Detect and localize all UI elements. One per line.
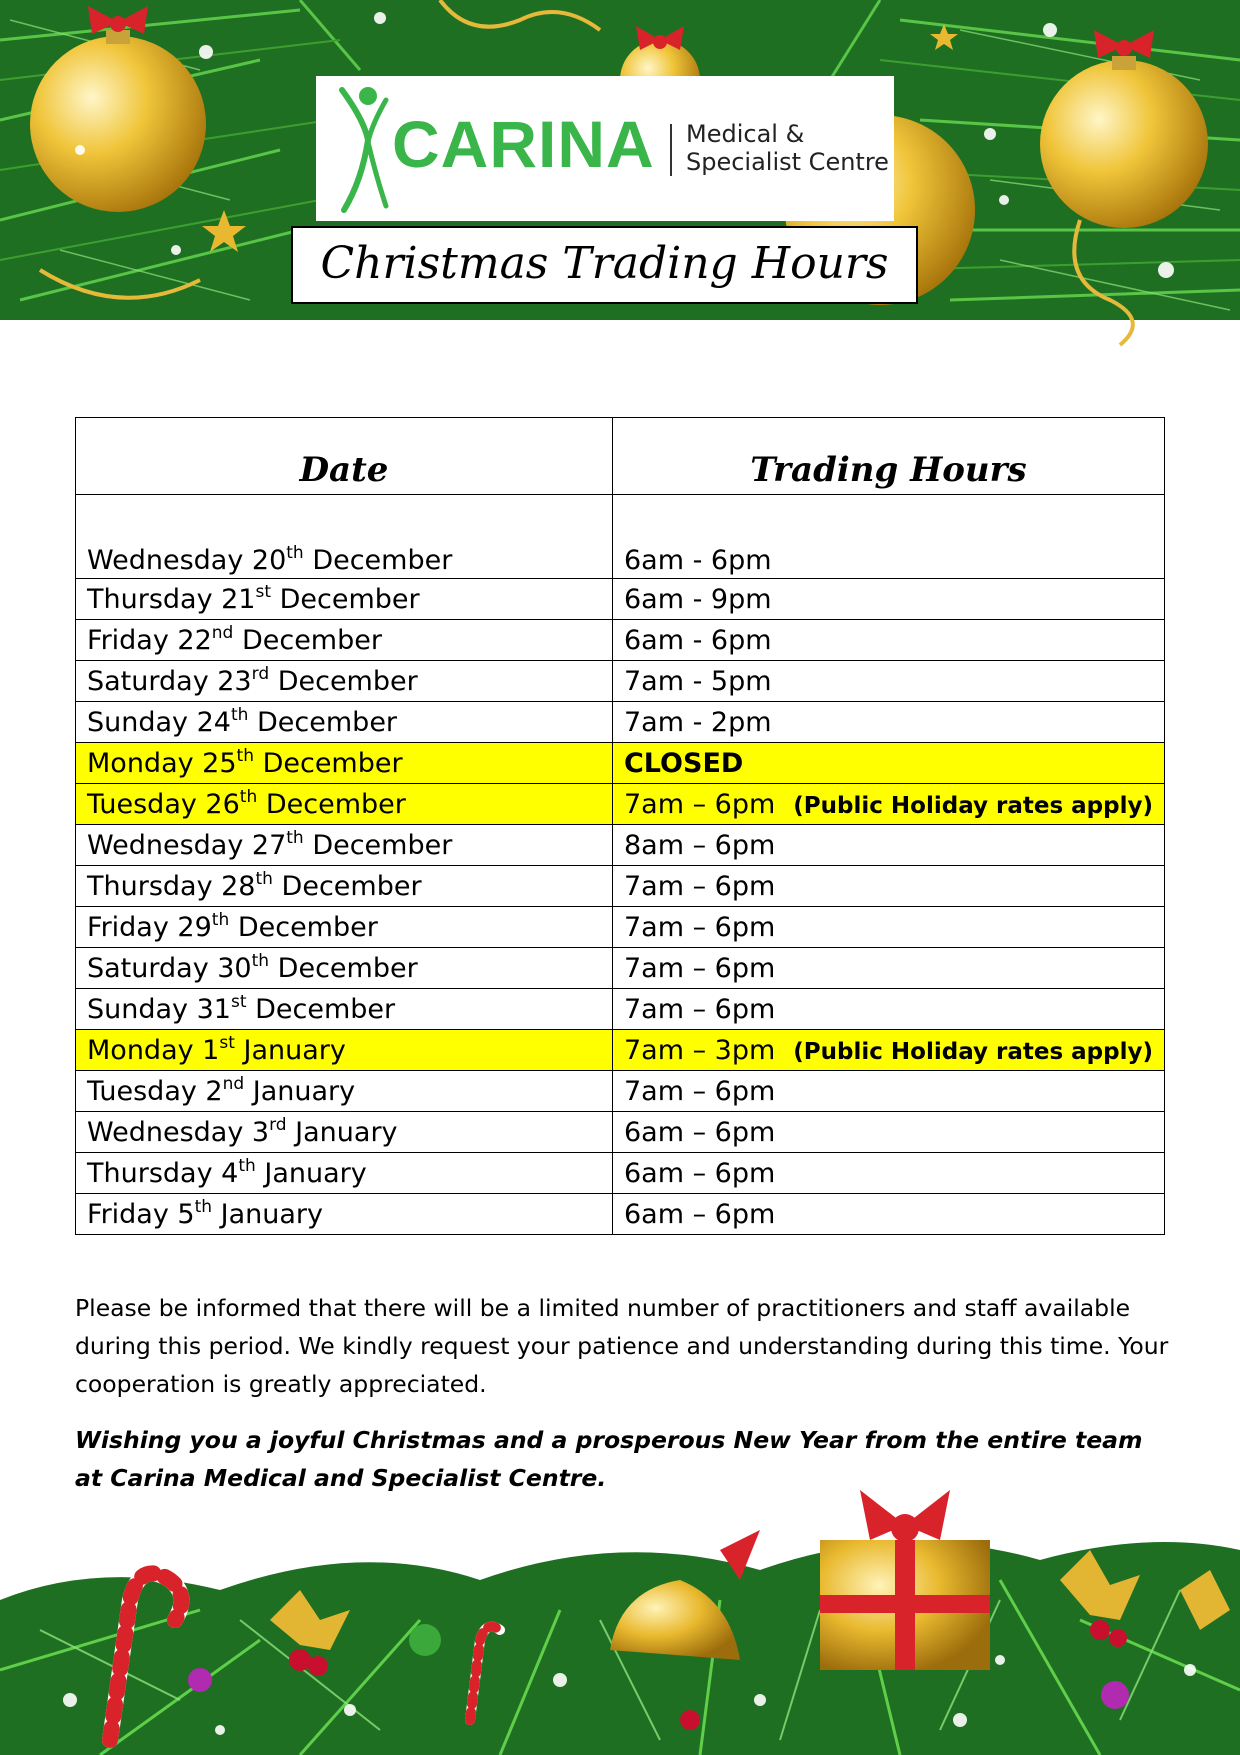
- hours-cell: [612, 1153, 1164, 1194]
- date-ordinal-suffix: st: [219, 1032, 235, 1053]
- date-day: Wednesday 3: [87, 1116, 270, 1148]
- date-day: Thursday 21: [87, 583, 256, 615]
- date-month: January: [243, 1034, 346, 1066]
- date-month: December: [255, 993, 396, 1025]
- date-month: January: [252, 1075, 356, 1107]
- date-ordinal-suffix: th: [238, 1155, 256, 1176]
- date-ordinal-suffix: th: [211, 909, 230, 930]
- date-day: Wednesday 20: [87, 545, 287, 576]
- date-ordinal-suffix: th: [255, 868, 273, 889]
- logo-wordmark: CARINA: [392, 107, 655, 181]
- date-month: December: [312, 545, 453, 576]
- hours-value: 7am – 3pm: [623, 1034, 776, 1066]
- table-row: [76, 743, 1165, 784]
- date-day: Wednesday 27: [87, 829, 287, 861]
- date-day: Sunday 24: [87, 706, 231, 738]
- date-cell: [76, 1030, 613, 1071]
- date-day: Saturday 23: [87, 665, 252, 697]
- table-row: [76, 1071, 1165, 1112]
- table-row: [76, 495, 1165, 579]
- date-ordinal-suffix: rd: [251, 663, 270, 684]
- date-cell: [76, 620, 613, 661]
- date-cell: [76, 907, 613, 948]
- notice-paragraph: Please be informed that there will be a limited number of practitioners and staff available during this period. We kindly request your patience and understanding during this time. Your cooperation is greatly appreciated.: [75, 1294, 1169, 1398]
- date-month: December: [277, 952, 418, 984]
- date-month: December: [262, 747, 403, 779]
- hours-cell: [612, 866, 1164, 907]
- date-cell: [76, 784, 613, 825]
- date-cell: [76, 825, 613, 866]
- hours-value: 7am – 6pm: [623, 911, 776, 943]
- date-cell: [76, 702, 613, 743]
- date-day: Monday 25: [87, 747, 237, 779]
- date-cell: [76, 866, 613, 907]
- date-month: December: [279, 583, 420, 615]
- date-day: Thursday 28: [87, 870, 256, 902]
- hours-cell: [612, 784, 1164, 825]
- date-day: Friday 5: [87, 1198, 195, 1230]
- date-month: December: [281, 870, 422, 902]
- date-ordinal-suffix: th: [251, 950, 270, 971]
- hours-value: 7am – 6pm: [623, 952, 776, 984]
- date-ordinal-suffix: st: [255, 581, 272, 602]
- bottom-christmas-banner: [0, 1470, 1240, 1755]
- hours-cell: [612, 661, 1164, 702]
- date-day: Monday 1: [87, 1034, 220, 1066]
- date-day: Tuesday 26: [87, 788, 240, 820]
- header-trading-hours: Trading Hours: [612, 418, 1164, 495]
- date-cell: [76, 948, 613, 989]
- table-row: [76, 1194, 1165, 1235]
- date-cell: [76, 1071, 613, 1112]
- date-cell: [76, 743, 613, 784]
- date-cell: [76, 579, 613, 620]
- date-month: January: [264, 1157, 367, 1189]
- hours-cell: [612, 702, 1164, 743]
- date-cell: [76, 989, 613, 1030]
- table-header-row: [76, 418, 1165, 495]
- date-day: Sunday 31: [87, 993, 231, 1025]
- hours-cell: [612, 579, 1164, 620]
- date-ordinal-suffix: th: [236, 745, 254, 766]
- date-ordinal-suffix: rd: [269, 1114, 287, 1135]
- hours-cell: [612, 1071, 1164, 1112]
- hours-value: 7am - 2pm: [623, 706, 772, 738]
- hours-cell: [612, 495, 1164, 579]
- logo-subtitle-line1: Medical &: [686, 120, 805, 148]
- trading-hours-table: [75, 417, 1165, 1235]
- hours-value: 6am - 9pm: [623, 583, 772, 615]
- hours-value: 7am – 6pm: [623, 993, 776, 1025]
- table-row: [76, 620, 1165, 661]
- table-row: [76, 579, 1165, 620]
- date-month: December: [241, 624, 382, 656]
- table-row: [76, 825, 1165, 866]
- date-cell: [76, 1194, 613, 1235]
- table-row: [76, 907, 1165, 948]
- date-month: December: [265, 788, 406, 820]
- holiday-rates-note: (Public Holiday rates apply): [793, 1038, 1153, 1065]
- date-ordinal-suffix: th: [286, 827, 304, 848]
- table-row: [76, 866, 1165, 907]
- hours-cell: [612, 1112, 1164, 1153]
- closing-message: Wishing you a joyful Christmas and a prosperous New Year from the entire team at Carina Medical and Specialist Centre.: [75, 1426, 1143, 1492]
- date-ordinal-suffix: st: [230, 991, 247, 1012]
- hours-value: 7am - 5pm: [623, 665, 772, 697]
- hours-cell: [612, 907, 1164, 948]
- header-date: Date: [76, 418, 613, 495]
- page-title: Christmas Trading Hours: [291, 226, 918, 304]
- logo-divider: [670, 124, 672, 176]
- date-month: January: [295, 1116, 398, 1148]
- date-month: December: [257, 706, 398, 738]
- hours-cell: [612, 1030, 1164, 1071]
- hours-cell: [612, 1194, 1164, 1235]
- hours-value: 7am – 6pm: [623, 788, 776, 820]
- hours-cell: [612, 948, 1164, 989]
- date-ordinal-suffix: th: [286, 543, 304, 563]
- hours-value: 8am – 6pm: [623, 829, 776, 861]
- hours-value: 6am - 6pm: [623, 624, 772, 656]
- date-month: December: [237, 911, 378, 943]
- figure-logo-icon: [338, 80, 390, 215]
- date-ordinal-suffix: th: [230, 704, 249, 725]
- logo-subtitle-line2: Specialist Centre: [686, 148, 889, 176]
- date-ordinal-suffix: nd: [211, 622, 234, 643]
- hours-cell: [612, 620, 1164, 661]
- date-day: Tuesday 2: [87, 1075, 223, 1107]
- table-row: [76, 1112, 1165, 1153]
- date-cell: [76, 661, 613, 702]
- date-month: December: [277, 665, 418, 697]
- carina-logo: [316, 76, 894, 221]
- hours-value: 6am - 6pm: [623, 545, 772, 576]
- hours-cell: [612, 825, 1164, 866]
- hours-value: 7am – 6pm: [623, 870, 776, 902]
- table-row: [76, 702, 1165, 743]
- date-ordinal-suffix: nd: [222, 1073, 245, 1094]
- date-day: Saturday 30: [87, 952, 252, 984]
- date-ordinal-suffix: th: [194, 1196, 213, 1217]
- date-month: December: [312, 829, 453, 861]
- hours-cell: [612, 989, 1164, 1030]
- date-day: Thursday 4: [87, 1157, 239, 1189]
- table-row: [76, 661, 1165, 702]
- date-month: January: [220, 1198, 323, 1230]
- date-day: Friday 22: [87, 624, 212, 656]
- holiday-rates-note: (Public Holiday rates apply): [793, 792, 1153, 819]
- hours-value: 7am – 6pm: [623, 1075, 776, 1107]
- hours-cell: [612, 743, 1164, 784]
- date-ordinal-suffix: th: [239, 786, 258, 807]
- hours-value: 6am – 6pm: [623, 1198, 776, 1230]
- date-day: Friday 29: [87, 911, 212, 943]
- table-row: [76, 1030, 1165, 1071]
- date-cell: [76, 495, 613, 579]
- hours-value: 6am – 6pm: [623, 1157, 776, 1189]
- date-cell: [76, 1153, 613, 1194]
- table-row: [76, 989, 1165, 1030]
- hours-value: CLOSED: [623, 747, 744, 779]
- date-cell: [76, 1112, 613, 1153]
- hours-value: 6am – 6pm: [623, 1116, 776, 1148]
- table-row: [76, 948, 1165, 989]
- table-row: [76, 784, 1165, 825]
- table-row: [76, 1153, 1165, 1194]
